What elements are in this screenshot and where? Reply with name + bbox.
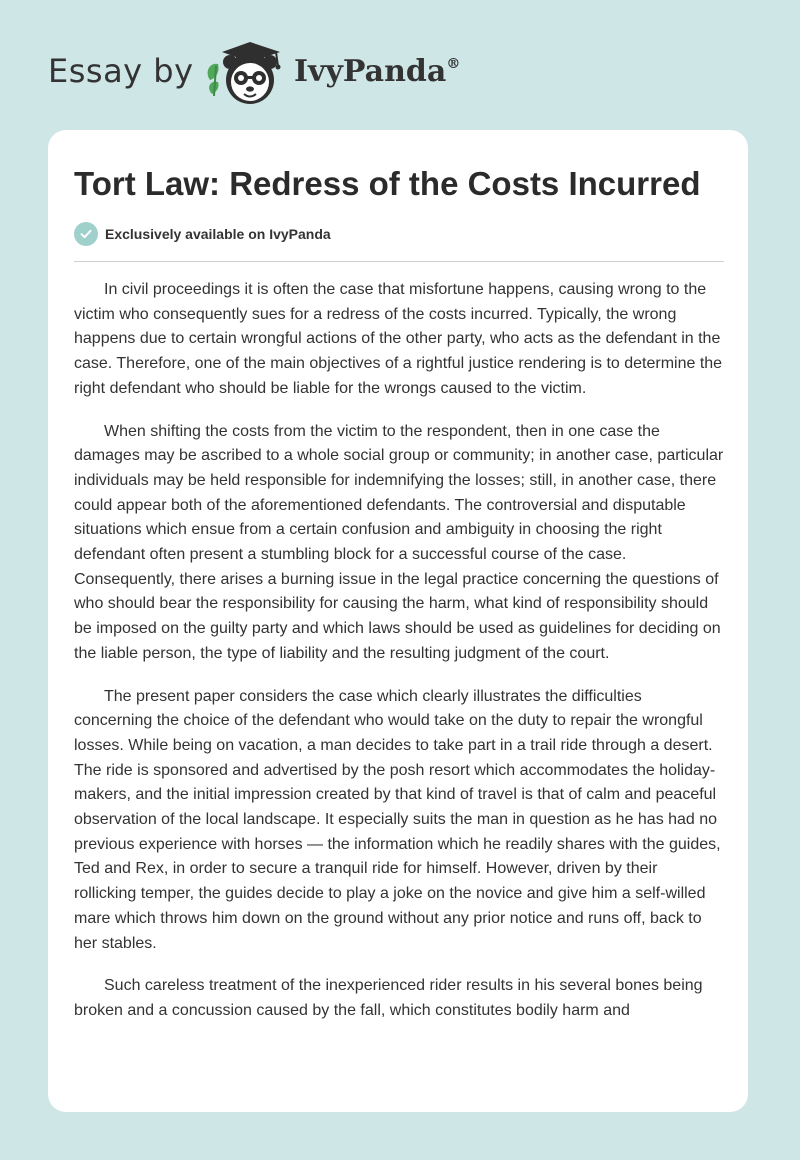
exclusive-badge-label: Exclusively available on IvyPanda bbox=[105, 226, 331, 242]
essay-paragraph: Such careless treatment of the inexperienced rider results in his several bones being broken and a concussion caused by the fall, which constitutes bodily harm and bbox=[74, 977, 703, 1019]
divider bbox=[74, 261, 724, 262]
essay-card bbox=[48, 130, 748, 1112]
site-header bbox=[48, 36, 748, 108]
essay-paragraph: When shifting the costs from the victim to the respondent, then in one case the damages may be ascribed to a whole social group or community; in another case, particular individuals may be held responsible for indemnifying the losses; still, in another case, there could appear both of the aforementioned defendants. The controversial and disputable situations which ensue from a certain confusion and ambiguity in choosing the right defendant often present a stumbling block for a successful course of the case. Consequently, there arises a burning issue in the legal practice concerning the questions of who should bear the responsibility for causing the harm, what kind of responsibility should be imposed on the guilty party and which laws should be used as guidelines for deciding on the liable person, the type of liability and the resulting judgment of the court. bbox=[74, 422, 724, 662]
essay-paragraph: In civil proceedings it is often the case that misfortune happens, causing wrong to the victim who consequently sues for a redress of the costs incurred. Typically, the wrong happens due to certain wrongful actions of the other party, who acts as the defendant in the case. Therefore, one of the main objectives of a rightful justice rendering is to determine the right defendant who should be liable for the wrongs caused to the victim. bbox=[74, 281, 723, 397]
exclusive-badge bbox=[74, 222, 331, 246]
essay-by-label: Essay by bbox=[48, 52, 194, 90]
brand-name[interactable]: IvyPanda® bbox=[294, 54, 461, 89]
page-title: Tort Law: Redress of the Costs Incurred bbox=[74, 165, 701, 202]
panda-graduate-logo-icon[interactable] bbox=[202, 36, 292, 108]
essay-body bbox=[74, 278, 724, 1042]
essay-paragraph: The present paper considers the case which clearly illustrates the difficulties concerning the choice of the defendant who would take on the duty to repair the wrongful losses. While being on vacation, a man decides to take part in a trail ride through a desert. The ride is sponsored and advertised by the posh resort which accommodates the holiday-makers, and the initial impression created by that kind of travel is that of calm and peaceful observation of the local landscape. It especially suits the man in question as he has had no previous experience with horses — the information which he readily shares with the guides, Ted and Rex, in order to secure a tranquil ride for himself. However, driven by their rollicking temper, the guides decide to play a joke on the novice and give him a self-willed mare which throws him down on the ground without any prior notice and runs off, back to her stables. bbox=[74, 687, 721, 952]
check-circle-icon bbox=[74, 222, 98, 246]
registered-mark: ® bbox=[446, 56, 461, 72]
